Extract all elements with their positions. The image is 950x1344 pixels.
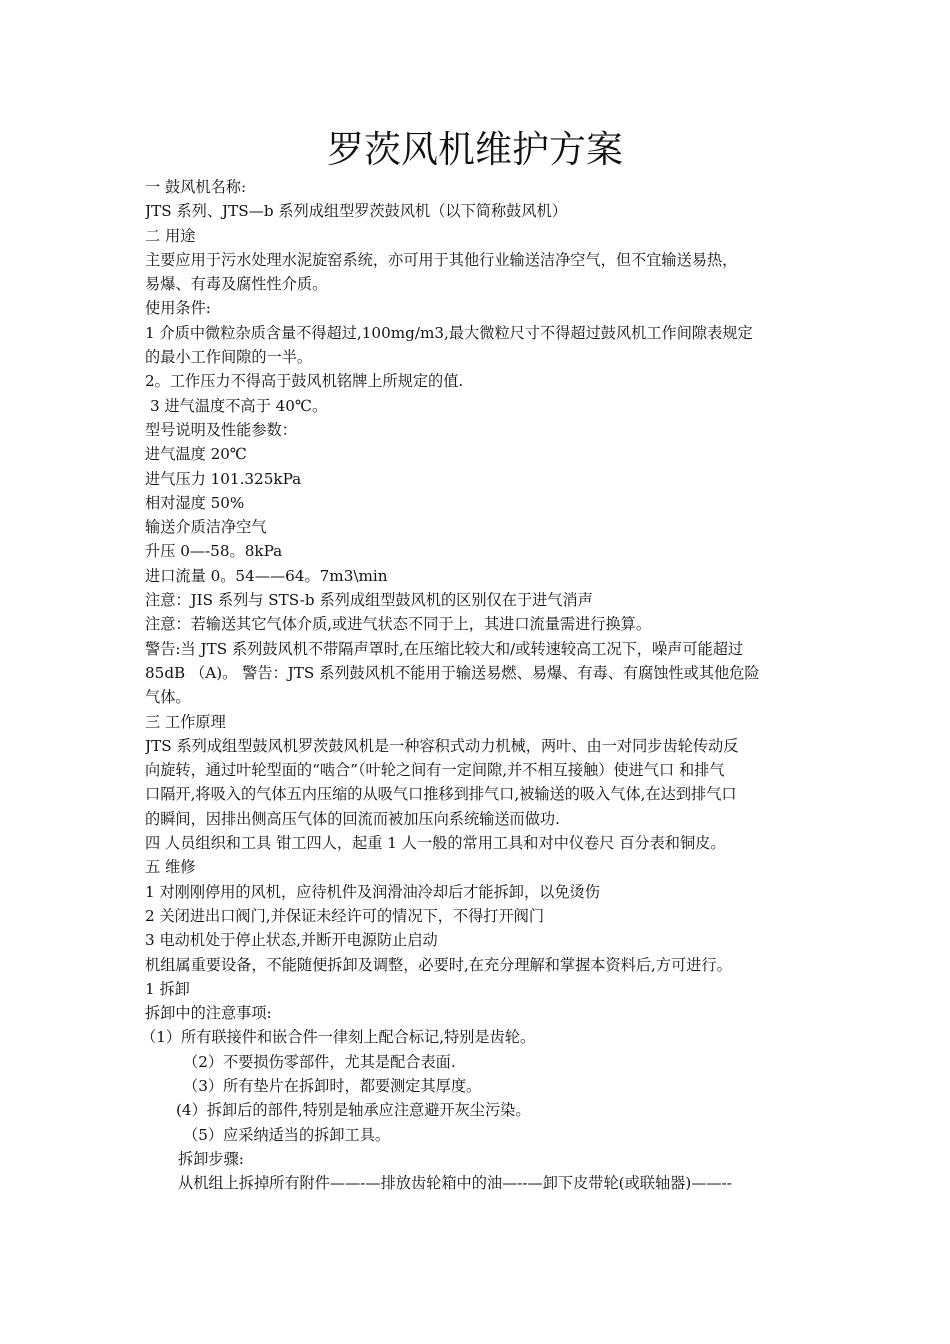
paragraph-line: 机组属重要设备，不能随便拆卸及调整，必要时,在充分理解和掌握本资料后,方可进行。	[145, 955, 732, 974]
list-item: 2 关闭进出口阀门,并保证未经许可的情况下，不得打开阀门	[145, 906, 545, 925]
paragraph-line: 从机组上拆掉所有附件——-—排放齿轮箱中的油—--—卸下皮带轮(或联轴器)——--	[178, 1174, 732, 1193]
list-item: （2）不要损伤零部件，尤其是配合表面.	[183, 1052, 456, 1071]
paragraph-line: 向旋转，通过叶轮型面的“啮合”（叶轮之间有一定间隙,并不相互接触）使进气口 和排气	[145, 761, 725, 780]
paragraph-line: 口隔开,将吸入的气体五内压缩的从吸气口推移到排气口,被输送的吸入气体,在达到排气口	[145, 785, 737, 804]
paragraph-line: 3 进气温度不高于 40℃。	[150, 396, 328, 415]
list-item: （1）所有联接件和嵌合件一律刻上配合标记,特别是齿轮。	[141, 1028, 536, 1047]
section-heading-maintenance: 五 维修	[145, 858, 196, 877]
section-heading-name: 一 鼓风机名称:	[145, 178, 247, 196]
parameter-line: 相对湿度 50%	[145, 493, 245, 512]
subheading-parameters: 型号说明及性能参数：	[145, 420, 297, 439]
paragraph-line: 的瞬间，因排出侧高压气体的回流而被加压向系统输送而做功.	[145, 809, 560, 828]
list-item: （5）应采纳适当的拆卸工具。	[183, 1125, 391, 1144]
note-line: 注意：若输送其它气体介质,或进气状态不同于上，其进口流量需进行换算。	[145, 615, 652, 634]
note-line: 注意：JIS 系列与 STS-b 系列成组型鼓风机的区别仅在于进气消声	[145, 591, 593, 610]
parameter-line: 进气压力 101.325kPa	[145, 469, 302, 488]
parameter-line: 进气温度 20℃	[145, 445, 247, 464]
paragraph-line: JTS 系列、JTS—b 系列成组型罗茨鼓风机（以下简称鼓风机）	[145, 202, 567, 221]
subheading-conditions: 使用条件:	[145, 299, 211, 318]
paragraph-line: 易爆、有毒及腐性性介质。	[145, 275, 328, 294]
document-title: 罗茨风机维护方案	[327, 128, 623, 171]
list-item: （3）所有垫片在拆卸时，都要测定其厚度。	[183, 1076, 482, 1095]
subheading-precautions: 拆卸中的注意事项:	[145, 1004, 272, 1023]
parameter-line: 进口流量 0。54——64。7m3\min	[145, 566, 388, 585]
parameter-line: 输送介质洁净空气	[145, 518, 267, 537]
section-heading-staff: 四 人员组织和工具 钳工四人，起重 1 人一般的常用工具和对中仪卷尺 百分表和铜皮。	[145, 834, 726, 853]
paragraph-line: 1 介质中微粒杂质含量不得超过,100mg/m3,最大微粒尺寸不得超过鼓风机工作间隙表规定	[145, 323, 753, 342]
warning-line: 气体。	[145, 688, 191, 707]
document-body	[141, 175, 810, 1195]
warning-line: 警告:当 JTS 系列鼓风机不带隔声罩时,在压缩比较大和/或转速较高工况下，噪声可能超过	[145, 639, 744, 658]
paragraph-line: 的最小工作间隙的一半。	[145, 348, 313, 367]
subheading-steps: 拆卸步骤:	[178, 1149, 244, 1168]
list-item: (4）拆卸后的部件,特别是轴承应注意避开灰尘污染。	[176, 1101, 531, 1120]
section-heading-principle: 三 工作原理	[145, 712, 226, 731]
paragraph-line: 2。工作压力不得高于鼓风机铭牌上所规定的值.	[145, 372, 464, 391]
list-item: 1 对刚刚停用的风机，应待机件及润滑油冷却后才能拆卸，以免烫伤	[145, 882, 600, 901]
subheading-disassembly: 1 拆卸	[145, 979, 190, 998]
paragraph-line: 主要应用于污水处理水泥旋窑系统，亦可用于其他行业输送洁净空气，但不宜输送易热，	[145, 250, 738, 269]
paragraph-line: JTS 系列成组型鼓风机罗茨鼓风机是一种容积式动力机械，两叶、由一对同步齿轮传动反	[145, 736, 739, 755]
list-item: 3 电动机处于停止状态,并断开电源防止启动	[145, 931, 438, 950]
section-heading-usage: 二 用途	[145, 226, 196, 245]
warning-line: 85dB （A)。 警告：JTS 系列鼓风机不能用于输送易燃、易爆、有毒、有腐蚀性或其他危险	[145, 663, 760, 682]
parameter-line: 升压 0—-58。8kPa	[145, 542, 283, 561]
